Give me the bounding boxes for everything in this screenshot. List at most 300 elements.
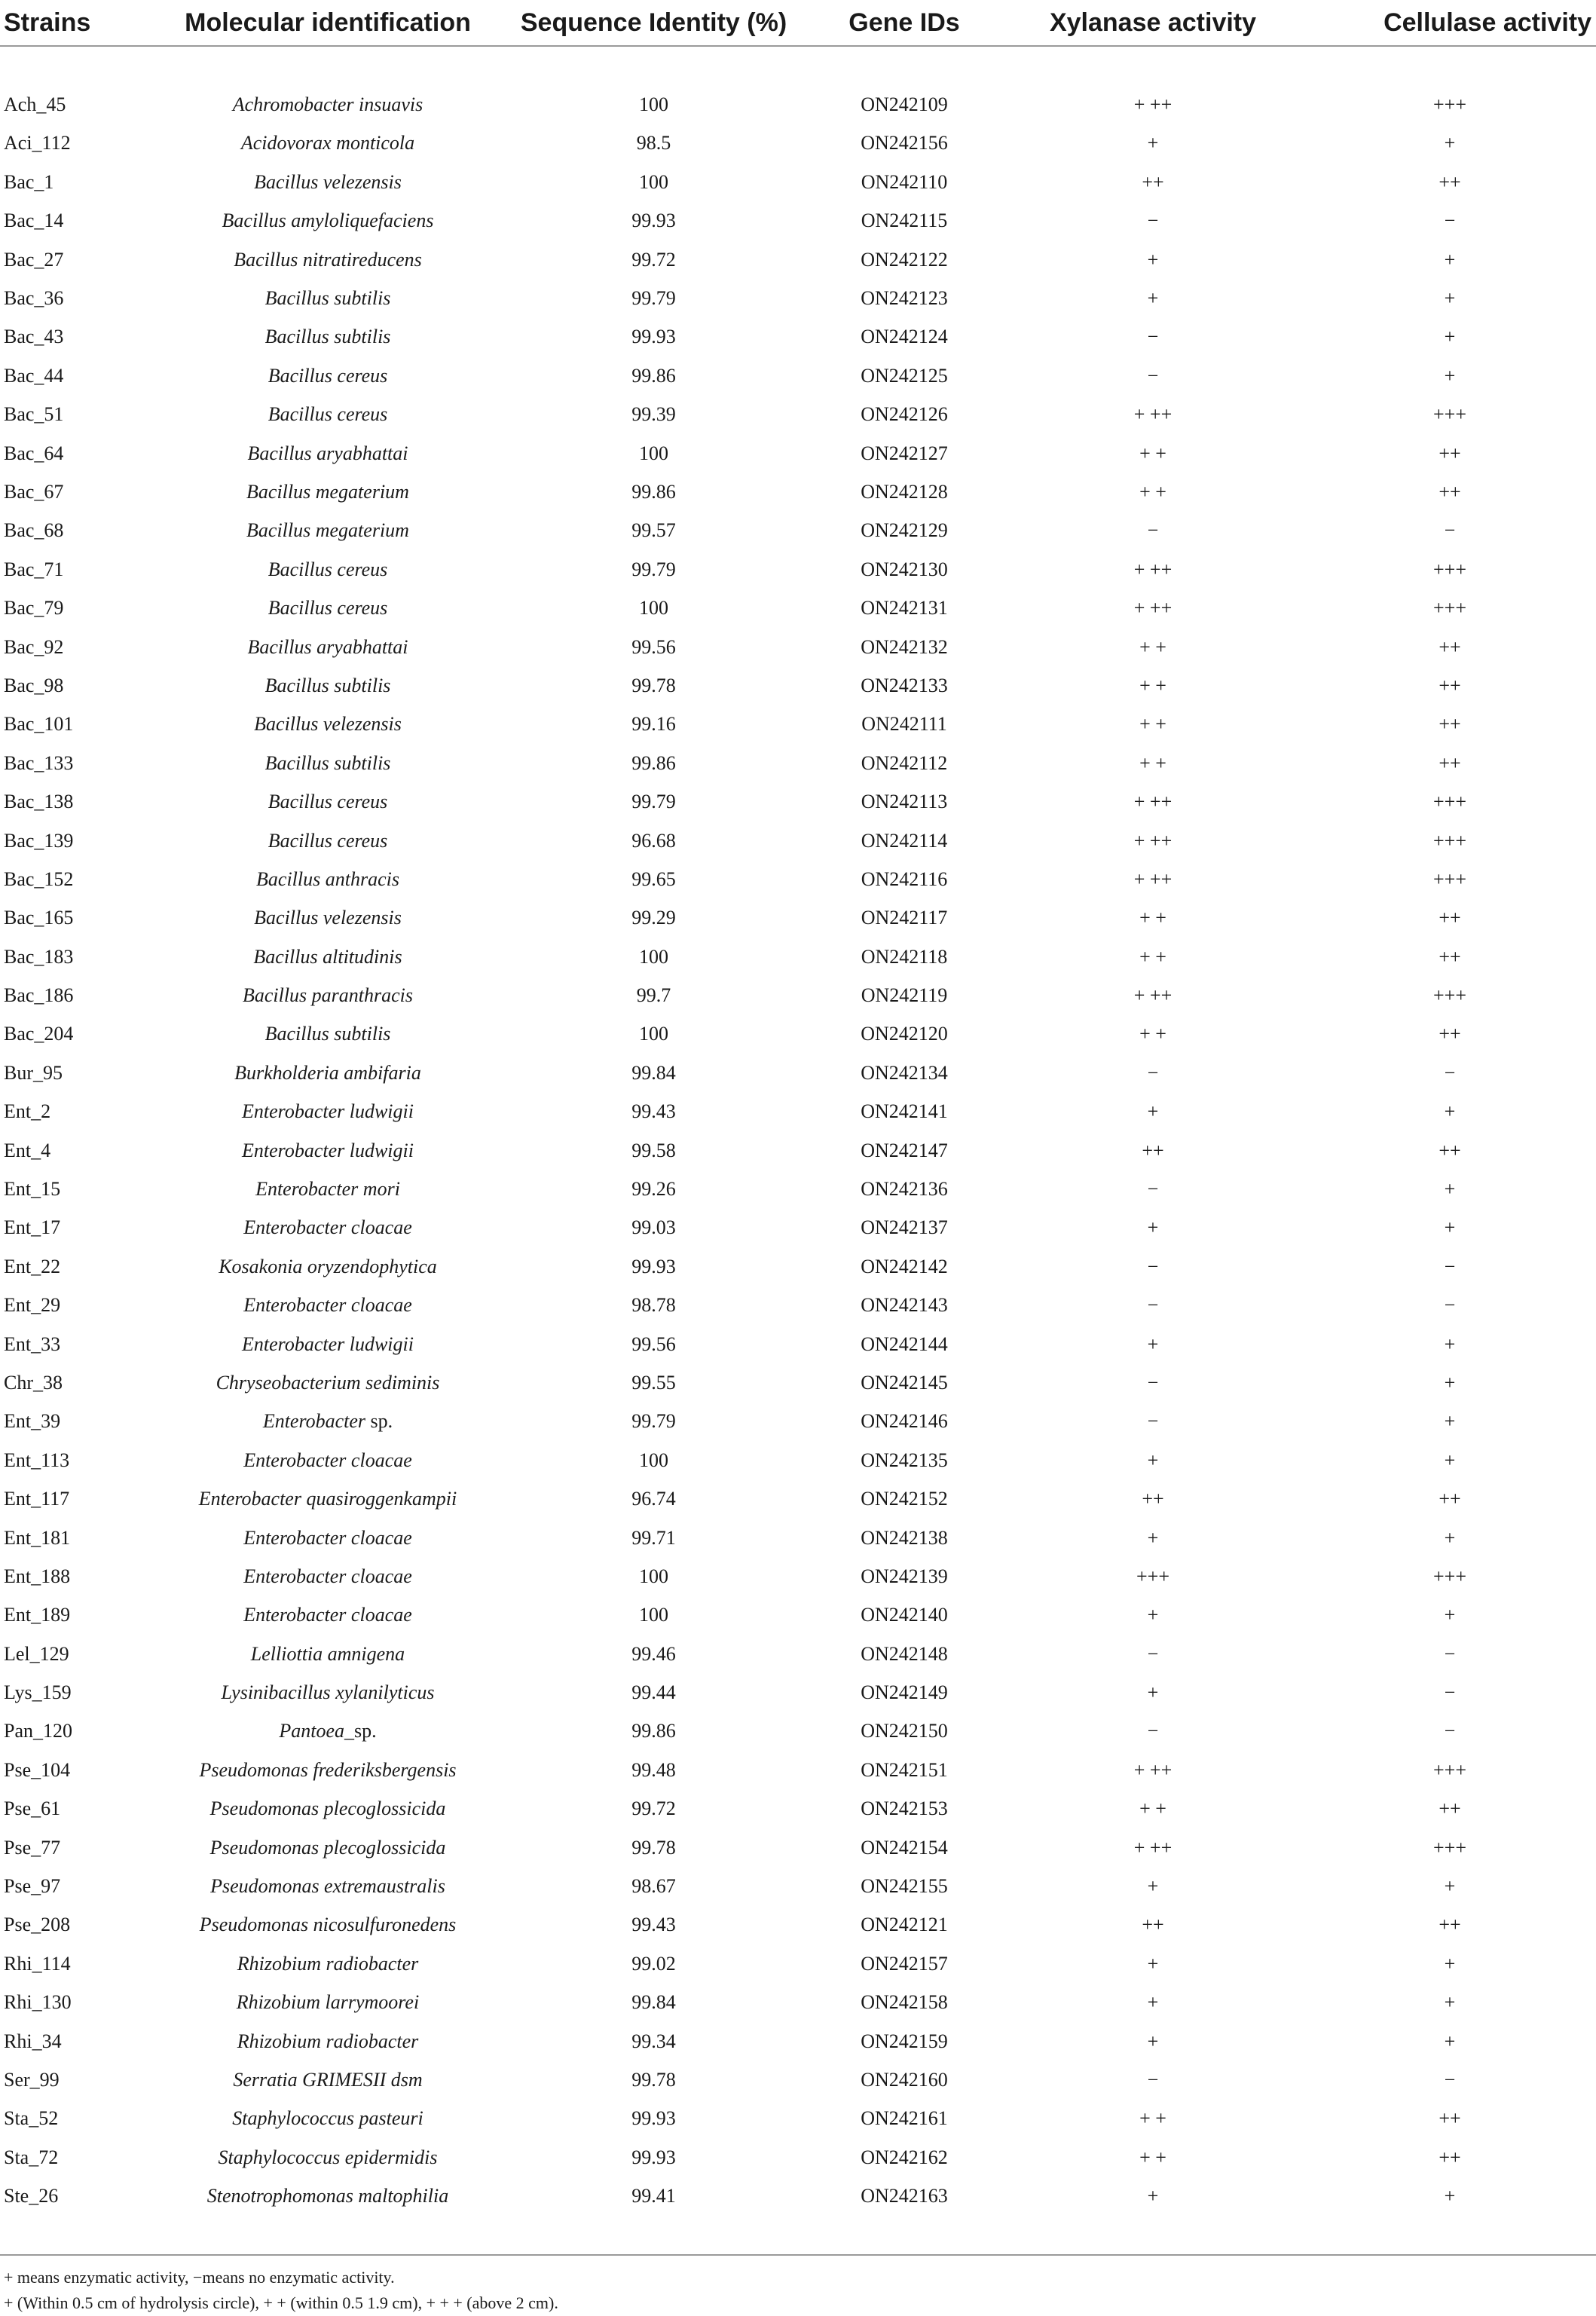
gene-id-cell: ON242117: [861, 907, 948, 929]
species-cell: [154, 976, 501, 1014]
gene-id-cell: ON242141: [861, 1100, 948, 1123]
xylanase-cell: + +: [1139, 2107, 1166, 2130]
species-name: Rhizobium radiobacter: [237, 2030, 419, 2052]
sequence-identity-cell: 99.93: [631, 326, 676, 348]
sequence-identity-cell: 99.86: [631, 480, 676, 503]
xylanase-cell: +: [1147, 1216, 1159, 1239]
species-cell: [154, 434, 501, 473]
strain-cell: Bac_204: [4, 1023, 74, 1045]
sequence-identity-cell: 99.93: [631, 210, 676, 232]
species-name: Enterobacter cloacae: [243, 1604, 412, 1626]
xylanase-cell: +: [1147, 287, 1159, 310]
gene-id-cell: ON242110: [861, 170, 948, 193]
cellulase-cell: +: [1444, 1875, 1456, 1898]
species-cell: [154, 666, 501, 705]
xylanase-cell: +: [1147, 1100, 1159, 1123]
gene-id-cell: ON242157: [861, 1952, 948, 1975]
species-cell: [154, 512, 501, 550]
species-name: Enterobacter quasiroggenkampii: [198, 1488, 457, 1510]
species-name: Enterobacter ludwigii: [242, 1332, 414, 1355]
gene-id-cell: ON242109: [861, 93, 948, 116]
gene-id-cell: ON242152: [861, 1488, 948, 1510]
gene-id-cell: ON242147: [861, 1139, 948, 1161]
species-cell: [154, 2177, 501, 2215]
strain-cell: Ent_29: [4, 1294, 61, 1317]
strain-cell: Aci_112: [4, 132, 71, 155]
sequence-identity-cell: 99.7: [636, 984, 671, 1007]
gene-id-cell: ON242148: [861, 1642, 948, 1665]
species-cell: [154, 1906, 501, 1944]
xylanase-cell: + ++: [1133, 1758, 1173, 1781]
species-cell: [154, 1054, 501, 1092]
species-name: Bacillus cereus: [268, 364, 388, 387]
sequence-identity-cell: 100: [639, 945, 668, 968]
xylanase-cell: −: [1147, 1410, 1159, 1433]
xylanase-cell: + ++: [1133, 867, 1173, 890]
xylanase-cell: ++: [1142, 1488, 1164, 1510]
strain-cell: Bac_133: [4, 751, 74, 774]
strain-cell: Bac_27: [4, 248, 64, 271]
xylanase-cell: ++: [1142, 1914, 1164, 1936]
gene-id-cell: ON242122: [861, 248, 948, 271]
sequence-identity-cell: 99.43: [631, 1914, 676, 1936]
species-name: Pantoea: [279, 1720, 345, 1742]
species-name: Enterobacter mori: [255, 1178, 400, 1201]
strain-cell: Ent_181: [4, 1526, 71, 1549]
species-name: Bacillus cereus: [268, 791, 388, 813]
cellulase-cell: −: [1444, 1294, 1456, 1317]
cellulase-cell: +: [1444, 1178, 1456, 1201]
species-name: Bacillus aryabhattai: [247, 635, 408, 658]
species-name: Pseudomonas frederiksbergensis: [199, 1758, 457, 1781]
xylanase-cell: + +: [1139, 1023, 1166, 1045]
species-name: Bacillus subtilis: [264, 1023, 391, 1045]
sequence-identity-cell: 99.48: [631, 1758, 676, 1781]
table-row: [0, 938, 1596, 976]
xylanase-cell: −: [1147, 1294, 1159, 1317]
cellulase-cell: +: [1444, 1526, 1456, 1549]
sequence-identity-cell: 99.65: [631, 867, 676, 890]
header-row: [0, 0, 1596, 46]
sequence-identity-cell: 99.34: [631, 2030, 676, 2052]
sequence-identity-cell: 99.56: [631, 635, 676, 658]
species-cell: [154, 2022, 501, 2061]
spacer-row: [0, 46, 1596, 85]
xylanase-cell: +: [1147, 248, 1159, 271]
table-row: [0, 1209, 1596, 1247]
gene-id-cell: ON242138: [861, 1526, 948, 1549]
xylanase-cell: +: [1147, 1991, 1159, 2014]
gene-id-cell: ON242155: [861, 1875, 948, 1898]
cellulase-cell: +++: [1433, 403, 1466, 426]
species-name: Bacillus velezensis: [254, 713, 402, 736]
cellulase-cell: ++: [1439, 1797, 1461, 1820]
gene-id-cell: ON242149: [861, 1681, 948, 1704]
cellulase-cell: +: [1444, 1100, 1456, 1123]
table-row: [0, 1247, 1596, 1286]
strain-cell: Ach_45: [4, 93, 66, 116]
species-cell: [154, 744, 501, 782]
strain-cell: Ste_26: [4, 2185, 59, 2207]
gene-id-cell: ON242154: [861, 1836, 948, 1859]
cellulase-cell: ++: [1439, 1914, 1461, 1936]
strain-cell: Bac_92: [4, 635, 64, 658]
gene-id-cell: ON242133: [861, 674, 948, 696]
gene-id-cell: ON242146: [861, 1410, 948, 1433]
species-cell: [154, 1247, 501, 1286]
species-cell: [154, 1790, 501, 1828]
species-name: Pseudomonas plecoglossicida: [209, 1836, 446, 1859]
gene-id-cell: ON242132: [861, 635, 948, 658]
species-cell: [154, 589, 501, 627]
cellulase-cell: −: [1444, 1061, 1456, 1084]
species-cell: [154, 550, 501, 589]
header-xylanase-activity: Xylanase activity: [1002, 0, 1304, 46]
species-cell: [154, 1015, 501, 1054]
species-cell: [154, 124, 501, 163]
species-name: Enterobacter cloacae: [243, 1449, 412, 1471]
gene-id-cell: ON242112: [861, 751, 948, 774]
strain-cell: Bac_43: [4, 326, 64, 348]
table-row: [0, 1944, 1596, 1983]
sequence-identity-cell: 99.78: [631, 2069, 676, 2091]
cellulase-cell: −: [1444, 210, 1456, 232]
species-name: Enterobacter cloacae: [243, 1294, 412, 1317]
species-suffix: _sp.: [344, 1720, 377, 1742]
strain-cell: Ent_189: [4, 1604, 71, 1626]
sequence-identity-cell: 99.46: [631, 1642, 676, 1665]
table-row: [0, 1673, 1596, 1712]
gene-id-cell: ON242111: [861, 713, 947, 736]
xylanase-cell: −: [1147, 1371, 1159, 1394]
strain-cell: Ent_4: [4, 1139, 51, 1161]
sequence-identity-cell: 100: [639, 1449, 668, 1471]
xylanase-cell: + +: [1139, 945, 1166, 968]
species-name: Bacillus subtilis: [264, 751, 391, 774]
cellulase-cell: ++: [1439, 1139, 1461, 1161]
species-cell: [154, 821, 501, 860]
gene-id-cell: ON242139: [861, 1565, 948, 1587]
gene-id-cell: ON242116: [861, 867, 948, 890]
species-name: Bacillus megaterium: [246, 480, 409, 503]
strain-cell: Ent_2: [4, 1100, 51, 1123]
strain-cell: Ent_33: [4, 1332, 61, 1355]
species-name: Achromobacter insuavis: [232, 93, 423, 116]
sequence-identity-cell: 99.72: [631, 248, 676, 271]
table-row: [0, 589, 1596, 627]
xylanase-cell: + +: [1139, 674, 1166, 696]
sequence-identity-cell: 100: [639, 442, 668, 464]
sequence-identity-cell: 100: [639, 1023, 668, 1045]
gene-id-cell: ON242126: [861, 403, 948, 426]
table-row: [0, 1093, 1596, 1131]
xylanase-cell: + +: [1139, 2146, 1166, 2168]
species-cell: [154, 1363, 501, 1402]
species-cell: [154, 356, 501, 395]
xylanase-cell: +: [1147, 1681, 1159, 1704]
species-cell: [154, 1286, 501, 1325]
table-row: [0, 85, 1596, 124]
species-name: Bacillus cereus: [268, 558, 388, 580]
strain-cell: Sta_72: [4, 2146, 59, 2168]
species-cell: [154, 1712, 501, 1751]
table-row: [0, 550, 1596, 589]
strain-cell: Bac_64: [4, 442, 64, 464]
strain-cell: Bac_1: [4, 170, 54, 193]
species-name: Enterobacter ludwigii: [242, 1100, 414, 1123]
species-cell: [154, 1557, 501, 1596]
sequence-identity-cell: 98.67: [631, 1875, 676, 1898]
cellulase-cell: ++: [1439, 170, 1461, 193]
species-cell: [154, 628, 501, 666]
xylanase-cell: −: [1147, 1061, 1159, 1084]
table-row: [0, 1712, 1596, 1751]
gene-id-cell: ON242143: [861, 1294, 948, 1317]
xylanase-cell: ++: [1142, 170, 1164, 193]
sequence-identity-cell: 99.86: [631, 364, 676, 387]
species-cell: [154, 1441, 501, 1479]
xylanase-cell: +: [1147, 1449, 1159, 1471]
cellulase-cell: +++: [1433, 1565, 1466, 1587]
strain-cell: Bac_139: [4, 829, 74, 852]
cellulase-cell: ++: [1439, 635, 1461, 658]
header-cellulase-activity: Cellulase activity: [1304, 0, 1596, 46]
gene-id-cell: ON242115: [861, 210, 948, 232]
species-name: Pseudomonas extremaustralis: [210, 1875, 445, 1898]
species-cell: [154, 2061, 501, 2099]
xylanase-cell: −: [1147, 1642, 1159, 1665]
sequence-identity-cell: 99.79: [631, 287, 676, 310]
xylanase-cell: + ++: [1133, 791, 1173, 813]
species-cell: [154, 240, 501, 279]
sequence-identity-cell: 99.79: [631, 558, 676, 580]
species-name: Staphylococcus pasteuri: [232, 2107, 423, 2130]
gene-id-cell: ON242127: [861, 442, 948, 464]
sequence-identity-cell: 99.72: [631, 1797, 676, 1820]
table-row: [0, 705, 1596, 744]
gene-id-cell: ON242151: [861, 1758, 948, 1781]
table-row: [0, 1596, 1596, 1635]
gene-id-cell: ON242135: [861, 1449, 948, 1471]
table-row: [0, 1790, 1596, 1828]
header-gene-ids: Gene IDs: [806, 0, 1002, 46]
header-sequence-identity: Sequence Identity (%): [501, 0, 806, 46]
sequence-identity-cell: 99.58: [631, 1139, 676, 1161]
table-row: [0, 163, 1596, 201]
gene-id-cell: ON242118: [861, 945, 948, 968]
table-row: [0, 1363, 1596, 1402]
xylanase-cell: +: [1147, 1332, 1159, 1355]
species-name: Bacillus subtilis: [264, 287, 391, 310]
xylanase-cell: + +: [1139, 442, 1166, 464]
species-name: Bacillus nitratireducens: [234, 248, 422, 271]
xylanase-cell: ++: [1142, 1139, 1164, 1161]
xylanase-cell: +: [1147, 1604, 1159, 1626]
species-name: Bacillus subtilis: [264, 326, 391, 348]
species-cell: [154, 163, 501, 201]
species-name: Bacillus altitudinis: [253, 945, 402, 968]
xylanase-cell: + ++: [1133, 1836, 1173, 1859]
sequence-identity-cell: 100: [639, 597, 668, 620]
species-cell: [154, 1170, 501, 1208]
strain-cell: Bac_165: [4, 907, 74, 929]
table-row: [0, 1635, 1596, 1673]
cellulase-cell: +: [1444, 1216, 1456, 1239]
xylanase-cell: +: [1147, 1952, 1159, 1975]
sequence-identity-cell: 99.93: [631, 1255, 676, 1277]
xylanase-cell: +++: [1136, 1565, 1169, 1587]
cellulase-cell: +: [1444, 326, 1456, 348]
strain-cell: Bac_67: [4, 480, 64, 503]
footnotes: [0, 2265, 1596, 2316]
species-name: Pseudomonas plecoglossicida: [209, 1797, 446, 1820]
species-name: Bacillus cereus: [268, 829, 388, 852]
species-name: Burkholderia ambifaria: [234, 1061, 421, 1084]
species-name: Enterobacter: [262, 1410, 366, 1433]
table-row: [0, 240, 1596, 279]
xylanase-cell: −: [1147, 210, 1159, 232]
gene-id-cell: ON242130: [861, 558, 948, 580]
xylanase-cell: + ++: [1133, 984, 1173, 1007]
cellulase-cell: ++: [1439, 674, 1461, 696]
sequence-identity-cell: 99.84: [631, 1061, 676, 1084]
xylanase-cell: −: [1147, 2069, 1159, 2091]
sequence-identity-cell: 99.56: [631, 1332, 676, 1355]
species-cell: [154, 396, 501, 434]
xylanase-cell: + +: [1139, 907, 1166, 929]
sequence-identity-cell: 99.44: [631, 1681, 676, 1704]
strain-cell: Ent_17: [4, 1216, 61, 1239]
strain-cell: Lel_129: [4, 1642, 69, 1665]
species-cell: [154, 1751, 501, 1789]
cellulase-cell: +: [1444, 248, 1456, 271]
sequence-identity-cell: 99.29: [631, 907, 676, 929]
species-name: Lysinibacillus xylanilyticus: [221, 1681, 435, 1704]
gene-id-cell: ON242142: [861, 1255, 948, 1277]
species-cell: [154, 473, 501, 511]
cellulase-cell: ++: [1439, 1488, 1461, 1510]
strain-cell: Rhi_34: [4, 2030, 62, 2052]
species-suffix: sp.: [365, 1410, 393, 1433]
cellulase-cell: −: [1444, 519, 1456, 542]
cellulase-cell: ++: [1439, 751, 1461, 774]
gene-id-cell: ON242145: [861, 1371, 948, 1394]
species-name: Rhizobium larrymoorei: [236, 1991, 420, 2014]
species-cell: [154, 860, 501, 898]
species-cell: [154, 85, 501, 124]
strain-cell: Sta_52: [4, 2107, 59, 2130]
species-cell: [154, 899, 501, 938]
table-row: [0, 512, 1596, 550]
table-row: [0, 2177, 1596, 2215]
xylanase-cell: + +: [1139, 635, 1166, 658]
sequence-identity-cell: 99.86: [631, 1720, 676, 1742]
strain-cell: Ent_39: [4, 1410, 61, 1433]
gene-id-cell: ON242159: [861, 2030, 948, 2052]
table-row: [0, 2061, 1596, 2099]
xylanase-cell: +: [1147, 2185, 1159, 2207]
table-row: [0, 1015, 1596, 1054]
strain-cell: Ser_99: [4, 2069, 60, 2091]
cellulase-cell: +++: [1433, 984, 1466, 1007]
cellulase-cell: ++: [1439, 2107, 1461, 2130]
xylanase-cell: −: [1147, 1178, 1159, 1201]
gene-id-cell: ON242150: [861, 1720, 948, 1742]
species-cell: [154, 1596, 501, 1635]
cellulase-cell: −: [1444, 1681, 1456, 1704]
table-body: [0, 46, 1596, 2255]
table-row: [0, 1441, 1596, 1479]
xylanase-cell: + ++: [1133, 829, 1173, 852]
sequence-identity-cell: 99.02: [631, 1952, 676, 1975]
species-name: Stenotrophomonas maltophilia: [206, 2185, 449, 2207]
cellulase-cell: ++: [1439, 442, 1461, 464]
table-row: [0, 2022, 1596, 2061]
species-cell: [154, 782, 501, 821]
species-name: Bacillus anthracis: [256, 867, 399, 890]
bottom-rule: [0, 2216, 1596, 2255]
strain-cell: Pse_104: [4, 1758, 71, 1781]
cellulase-cell: +: [1444, 364, 1456, 387]
gene-id-cell: ON242153: [861, 1797, 948, 1820]
table-row: [0, 473, 1596, 511]
strain-cell: Ent_188: [4, 1565, 71, 1587]
strain-cell: Bac_101: [4, 713, 74, 736]
species-cell: [154, 279, 501, 317]
sequence-identity-cell: 99.41: [631, 2185, 676, 2207]
table-row: [0, 1519, 1596, 1557]
footnote-scale: + (Within 0.5 cm of hydrolysis circle), + + (within 0.5 1.9 cm), + + + (above 2 cm).: [4, 2293, 558, 2313]
gene-id-cell: ON242120: [861, 1023, 948, 1045]
sequence-identity-cell: 100: [639, 1565, 668, 1587]
table-row: [0, 1828, 1596, 1867]
sequence-identity-cell: 99.79: [631, 791, 676, 813]
cellulase-cell: −: [1444, 1255, 1456, 1277]
strain-cell: Rhi_114: [4, 1952, 71, 1975]
cellulase-cell: +: [1444, 1332, 1456, 1355]
gene-id-cell: ON242134: [861, 1061, 948, 1084]
xylanase-cell: + +: [1139, 751, 1166, 774]
species-cell: [154, 1828, 501, 1867]
gene-id-cell: ON242119: [861, 984, 948, 1007]
cellulase-cell: +: [1444, 2185, 1456, 2207]
species-cell: [154, 1519, 501, 1557]
strain-cell: Bac_51: [4, 403, 64, 426]
species-name: Bacillus paranthracis: [242, 984, 414, 1007]
gene-id-cell: ON242162: [861, 2146, 948, 2168]
gene-id-cell: ON242113: [861, 791, 948, 813]
sequence-identity-cell: 99.55: [631, 1371, 676, 1394]
cellulase-cell: +++: [1433, 1758, 1466, 1781]
species-cell: [154, 1131, 501, 1170]
table-row: [0, 124, 1596, 163]
header-strains: Strains: [0, 0, 154, 46]
gene-id-cell: ON242124: [861, 326, 948, 348]
species-name: Rhizobium radiobacter: [237, 1952, 419, 1975]
species-name: Enterobacter cloacae: [243, 1216, 412, 1239]
gene-id-cell: ON242163: [861, 2185, 948, 2207]
table-row: [0, 666, 1596, 705]
sequence-identity-cell: 100: [639, 93, 668, 116]
strain-cell: Pse_97: [4, 1875, 61, 1898]
table-row: [0, 1286, 1596, 1325]
species-cell: [154, 2100, 501, 2138]
gene-id-cell: ON242156: [861, 132, 948, 155]
cellulase-cell: ++: [1439, 2146, 1461, 2168]
strain-cell: Bac_44: [4, 364, 64, 387]
gene-id-cell: ON242123: [861, 287, 948, 310]
xylanase-cell: −: [1147, 364, 1159, 387]
